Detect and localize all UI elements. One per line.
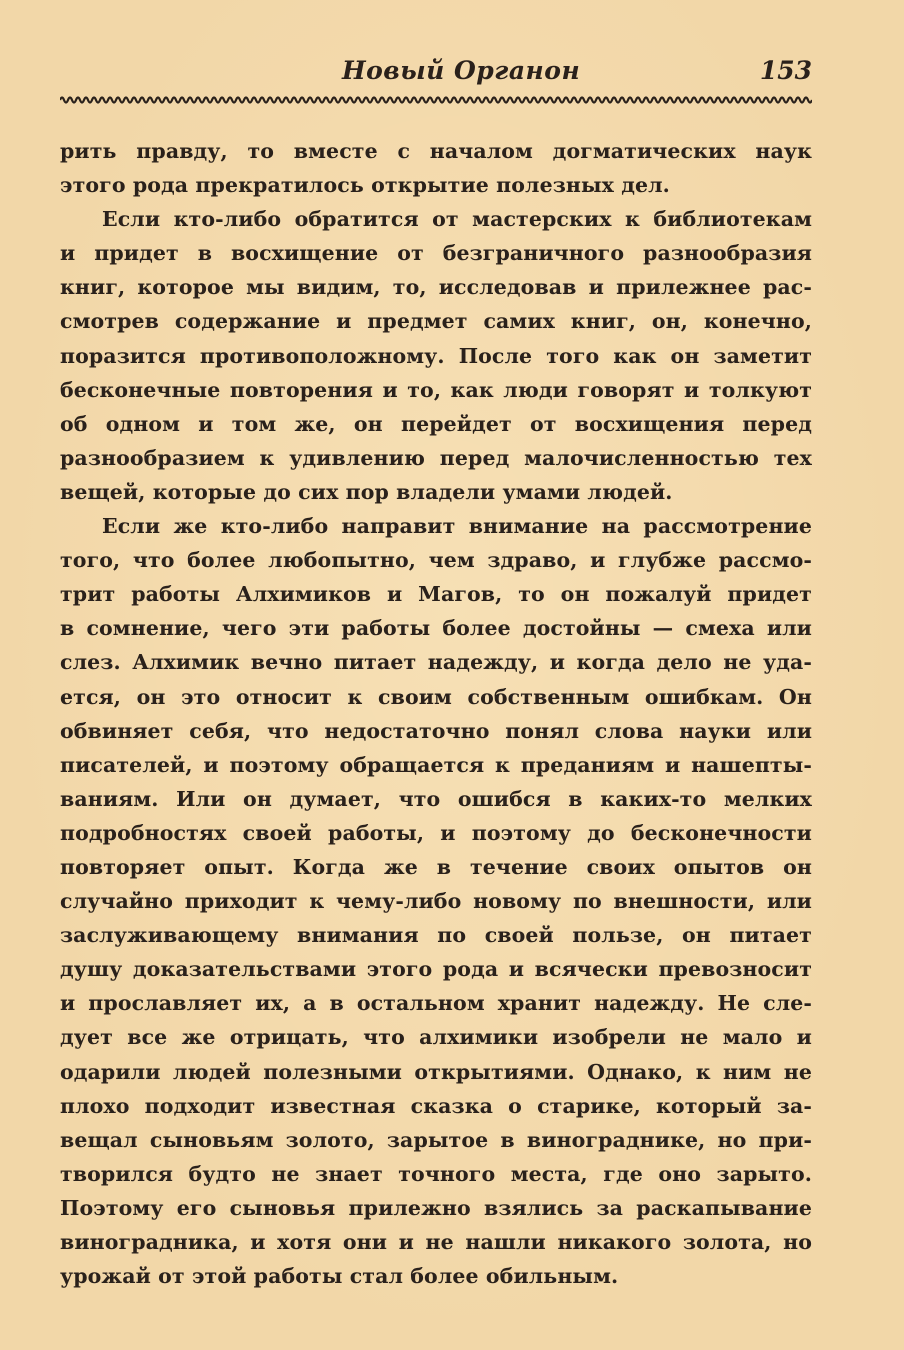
text-line: Если же кто-либо направит внимание на рассмотрение <box>102 514 812 539</box>
text-line: повторяет опыт. Когда же в течение своих опытов он <box>60 854 812 879</box>
text-line: плохо подходит известная сказка о старике, который за- <box>60 1093 812 1118</box>
paragraph <box>60 509 812 1293</box>
text-line: ваниям. Или он думает, что ошибся в каких-то мелких <box>60 786 812 811</box>
text-line: заслуживающему внимания по своей пользе, он питает <box>60 923 812 948</box>
paragraph <box>60 134 812 202</box>
text-line: об одном и том же, он перейдет от восхищения перед <box>60 411 812 436</box>
text-line: душу доказательствами этого рода и всячески превозносит <box>60 957 812 982</box>
text-line: писателей, и поэтому обращается к преданиям и нашепты- <box>60 752 812 777</box>
text-line: книг, которое мы видим, то, исследовав и прилежнее рас- <box>60 275 812 300</box>
text-line: творился будто не знает точного места, где оно зарыто. <box>60 1161 812 1186</box>
text-line: обвиняет себя, что недостаточно понял слова науки или <box>60 718 812 743</box>
text-line: подробностях своей работы, и поэтому до бесконечности <box>60 820 812 845</box>
text-line: Поэтому его сыновья прилежно взялись за раскапывание <box>60 1195 812 1220</box>
text-line: поразится противоположному. После того как он заметит <box>60 343 812 368</box>
text-line: Если кто-либо обратится от мастерских к библиотекам <box>102 207 812 232</box>
text-line: трит работы Алхимиков и Магов, то он пожалуй придет <box>60 582 812 607</box>
body-text <box>60 134 812 1293</box>
text-line: смотрев содержание и предмет самих книг, он, конечно, <box>60 309 812 334</box>
text-line: того, что более любопытно, чем здраво, и глубже рассмо- <box>60 548 812 573</box>
text-line: этого рода прекратилось открытие полезных дел. <box>60 173 670 198</box>
page-number: 153 <box>759 56 812 85</box>
text-line: рить правду, то вместе с началом догматических наук <box>60 139 812 163</box>
text-line: одарили людей полезными открытиями. Однако, к ним не <box>60 1059 812 1084</box>
text-line: и прославляет их, а в остальном хранит надежду. Не сле- <box>60 991 812 1016</box>
text-line: случайно приходит к чему-либо новому по внешности, или <box>60 889 812 914</box>
text-line: вещей, которые до сих пор владели умами людей. <box>60 479 673 504</box>
running-title: Новый Органон <box>342 56 581 85</box>
paragraph <box>60 202 812 509</box>
text-line: бесконечные повторения и то, как люди говорят и толкуют <box>60 377 812 402</box>
text-line: в сомнение, чего эти работы более достойны — смеха или <box>60 616 812 641</box>
wavy-rule-divider <box>60 94 812 106</box>
running-head <box>60 56 812 96</box>
text-line: дует все же отрицать, что алхимики изобрели не мало и <box>60 1025 812 1050</box>
text-line: и придет в восхищение от безграничного разнообразия <box>60 241 812 266</box>
text-line: ется, он это относит к своим собственным ошибкам. Он <box>60 684 812 709</box>
text-line: разнообразием к удивлению перед малочисленностью тех <box>60 445 812 470</box>
text-line: урожай от этой работы стал более обильным. <box>60 1264 619 1289</box>
text-line: виноградника, и хотя они и не нашли никакого золота, но <box>60 1230 812 1254</box>
text-line: слез. Алхимик вечно питает надежду, и когда дело не уда- <box>60 650 812 675</box>
text-line: вещал сыновьям золото, зарытое в винограднике, но при- <box>60 1127 812 1152</box>
